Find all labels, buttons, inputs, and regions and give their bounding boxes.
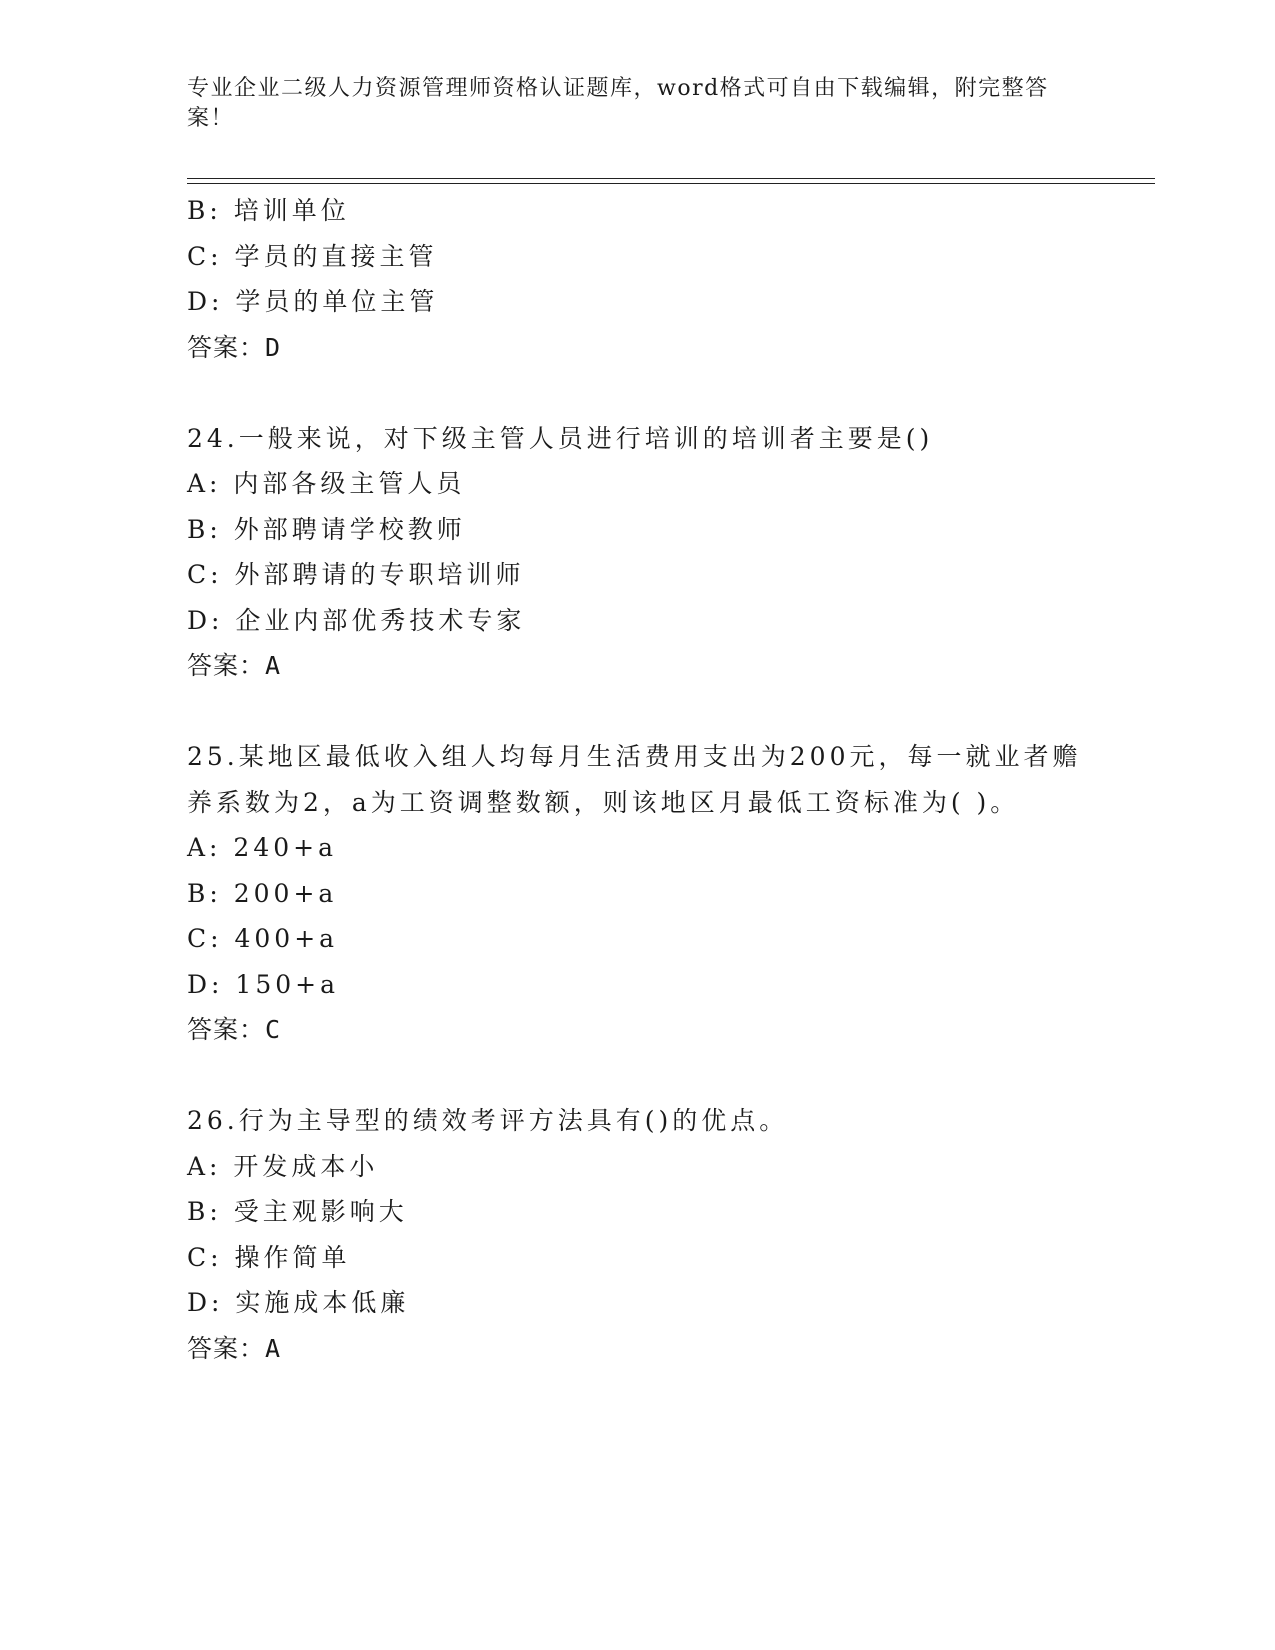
spacer: [187, 1053, 1087, 1099]
option-a: A: 240+a: [187, 833, 337, 862]
option-d: D: 实施成本低廉: [187, 1288, 410, 1317]
option-a: A: 开发成本小: [187, 1151, 379, 1181]
question-stem-line-1: 25.某地区最低收入组人均每月生活费用支出为200元，每一就业者赡: [187, 742, 1082, 771]
option-b: B: 培训单位: [187, 196, 350, 225]
answer-line: 答案：A: [187, 651, 282, 680]
question-stem-line-2: 养系数为2，a为工资调整数额，则该地区月最低工资标准为( )。: [187, 787, 1020, 817]
option-d: D: 企业内部优秀技术专家: [187, 605, 526, 635]
question-block: [187, 416, 1087, 689]
question-block: [187, 188, 1087, 370]
option-b: B: 外部聘请学校教师: [187, 514, 466, 544]
question-block: [187, 1098, 1087, 1371]
option-a: A: 内部各级主管人员: [187, 469, 466, 498]
answer-line: 答案：A: [187, 1333, 282, 1363]
option-c: C: 学员的直接主管: [187, 241, 438, 271]
spacer: [187, 370, 1087, 416]
option-c: C: 400+a: [187, 924, 339, 953]
question-stem: 26.行为主导型的绩效考评方法具有()的优点。: [187, 1106, 789, 1135]
answer-line: 答案：C: [187, 1015, 282, 1044]
answer-line: 答案：D: [187, 332, 282, 362]
option-d: D: 150+a: [187, 969, 339, 999]
page-header: 专业企业二级人力资源管理师资格认证题库，word格式可自由下载编辑，附完整答案！: [187, 76, 1049, 131]
option-b: B: 受主观影响大: [187, 1197, 408, 1226]
header-rule-bottom: [187, 183, 1155, 184]
option-d: D: 学员的单位主管: [187, 287, 439, 316]
option-c: C: 操作简单: [187, 1242, 351, 1272]
option-b: B: 200+a: [187, 878, 338, 908]
header-rule-top: [187, 178, 1155, 179]
question-list: [187, 188, 1087, 1371]
option-c: C: 外部聘请的专职培训师: [187, 560, 525, 589]
spacer: [187, 689, 1087, 735]
question-block: [187, 734, 1087, 1053]
question-stem: 24.一般来说，对下级主管人员进行培训的培训者主要是(): [187, 423, 934, 453]
